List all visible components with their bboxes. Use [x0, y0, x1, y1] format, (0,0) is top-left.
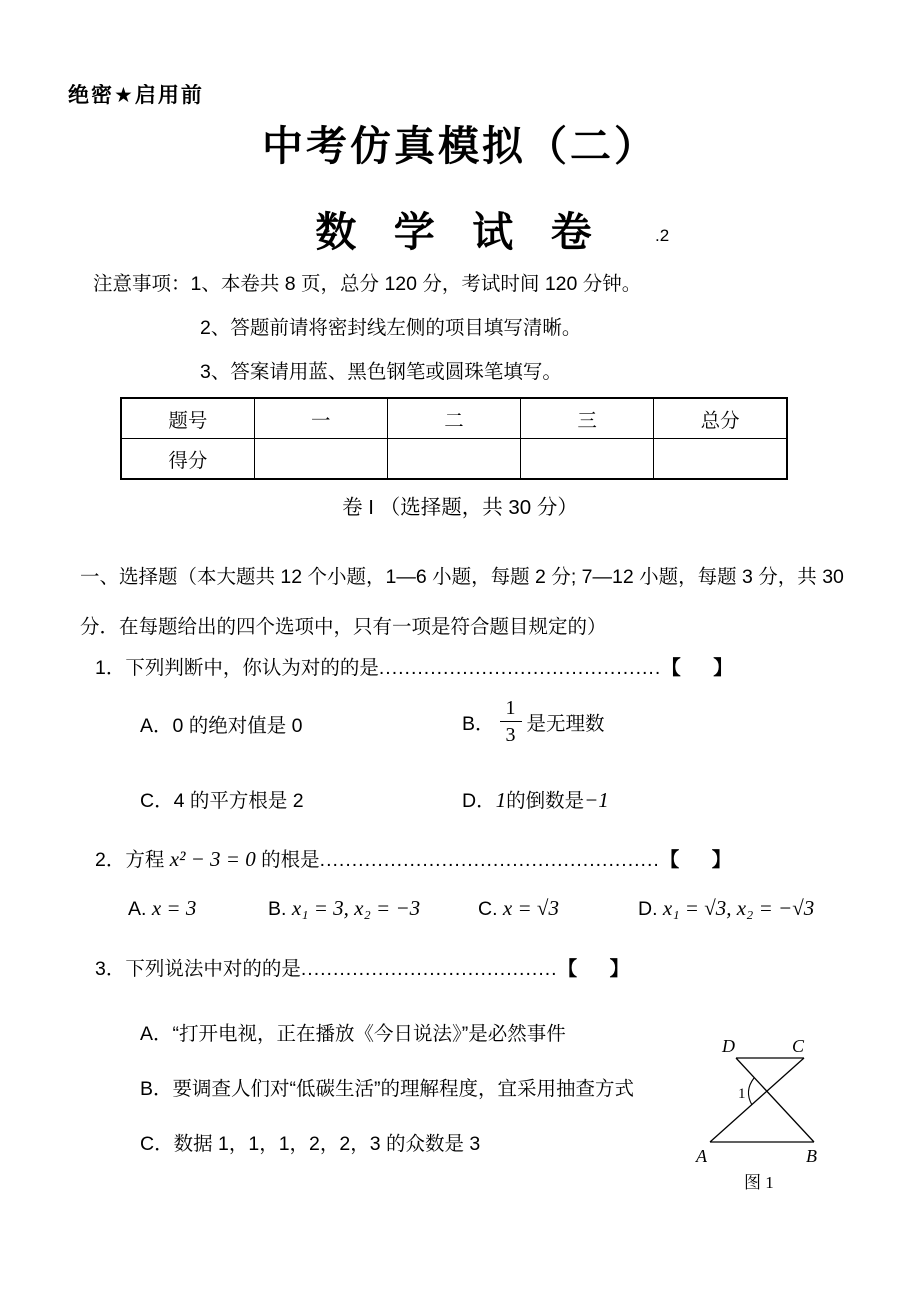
- question-2-stem: [95, 844, 731, 872]
- vertex-label-d: D: [722, 1036, 735, 1056]
- option-b-text: 是无理数: [526, 712, 605, 735]
- page-subtitle: 数 学 试 卷: [315, 209, 605, 255]
- page-title: 中考仿真模拟（二）: [262, 123, 658, 169]
- figure-canvas: [686, 1026, 838, 1168]
- vertex-label-b: B: [806, 1146, 817, 1166]
- leader-dots: ............................................: [378, 657, 662, 679]
- notice-line-3: [200, 356, 562, 384]
- question-1-option-b: [462, 697, 605, 746]
- question-3-option-a: A．“打开电视，正在播放《今日说法》”是必然事件: [140, 1023, 566, 1045]
- score-table-score-row: [121, 439, 787, 480]
- option-d-text: 的倒数是: [506, 790, 585, 812]
- score-header-cell: 三: [521, 398, 654, 439]
- notice-line-2: [200, 312, 581, 340]
- angle-label: 1: [738, 1086, 746, 1102]
- figure-caption: 图 1: [744, 1173, 774, 1192]
- option-b-math: x₁ = 3, x₂ = −3: [291, 896, 421, 920]
- score-header-cell: 题号: [121, 398, 254, 439]
- option-a-label: A.: [128, 898, 147, 920]
- answer-bracket: 【 】: [661, 657, 733, 679]
- answer-bracket: 【 】: [557, 958, 630, 980]
- question-2-option-c: [478, 896, 559, 921]
- notice-label: 注意事项：: [93, 273, 191, 295]
- option-d-number: 1: [495, 788, 507, 812]
- option-d-value: −1: [584, 788, 609, 812]
- question-2-option-a: [128, 896, 196, 921]
- fraction-denominator: 3: [505, 724, 516, 746]
- score-cell-empty: [387, 439, 520, 480]
- question-2-text-suffix: 的根是: [255, 849, 320, 871]
- score-header-cell: 一: [254, 398, 387, 439]
- question-3-text: 3．下列说法中对的的是: [95, 958, 301, 980]
- fraction-numerator: 1: [500, 697, 522, 722]
- segment-ca: [710, 1058, 804, 1142]
- fraction-one-third: [500, 697, 522, 746]
- security-label: 绝密★启用前: [68, 84, 204, 105]
- question-1-stem: [95, 652, 733, 680]
- question-3-stem: [95, 953, 629, 981]
- score-row-label: 得分: [121, 439, 254, 480]
- score-cell-empty: [654, 439, 787, 480]
- section-heading-line2: 分．在每题给出的四个选项中，只有一项是符合题目规定的）: [80, 616, 607, 638]
- geometry-figure: [686, 1026, 838, 1168]
- segment-db: [736, 1058, 814, 1142]
- option-d-math: x₁ = √3, x₂ = −√3: [662, 896, 815, 920]
- vertex-label-c: C: [792, 1036, 805, 1056]
- vertex-label-a: A: [696, 1146, 707, 1166]
- score-header-cell: 二: [387, 398, 520, 439]
- notice-item-1: 1、本卷共 8 页，总分 120 分，考试时间 120 分钟。: [190, 273, 642, 295]
- question-2-option-b: [268, 896, 420, 921]
- score-cell-empty: [254, 439, 387, 480]
- question-1-option-a: A．0 的绝对值是 0: [140, 715, 303, 737]
- leader-dots: .....................................................: [319, 849, 660, 871]
- option-d-label: D．: [462, 790, 496, 812]
- question-2-equation: x² − 3 = 0: [169, 847, 256, 871]
- angle-arc: [748, 1078, 754, 1105]
- score-table-header-row: [121, 398, 787, 439]
- question-1-option-d: [462, 785, 609, 813]
- score-cell-empty: [521, 439, 654, 480]
- question-3-option-b: B．要调查人们对“低碳生活”的理解程度，宜采用抽查方式: [140, 1078, 634, 1100]
- answer-bracket: 【 】: [659, 849, 732, 871]
- question-1-text: 1．下列判断中，你认为对的的是: [95, 657, 379, 679]
- option-d-label: D.: [638, 898, 658, 920]
- question-3-option-c: C．数据 1，1，1，2，2，3 的众数是 3: [140, 1133, 481, 1155]
- section-heading-line1: 一、选择题（本大题共 12 个小题，1—6 小题，每题 2 分; 7—12 小题，每题 3 分，共 30: [80, 566, 844, 588]
- score-table: [120, 397, 788, 480]
- option-c-label: C.: [478, 898, 498, 920]
- part1-title: 卷 I （选择题，共 30 分）: [342, 496, 578, 519]
- notice-item-2: 2、答题前请将密封线左侧的项目填写清晰。: [200, 317, 582, 339]
- option-b-label: B．: [462, 712, 495, 735]
- question-2-text-prefix: 2．方程: [95, 849, 170, 871]
- option-b-label: B.: [268, 898, 287, 920]
- question-2-option-d: [638, 896, 814, 921]
- question-1-option-c: C．4 的平方根是 2: [140, 790, 304, 812]
- leader-dots: ........................................: [300, 958, 558, 980]
- notice-item-3: 3、答案请用蓝、黑色钢笔或圆珠笔填写。: [200, 361, 562, 383]
- notice-line-1: [93, 268, 641, 296]
- option-c-math: x = √3: [502, 896, 559, 920]
- option-a-math: x = 3: [151, 896, 197, 920]
- score-header-cell: 总分: [654, 398, 787, 439]
- subtitle-note: .2: [655, 226, 670, 245]
